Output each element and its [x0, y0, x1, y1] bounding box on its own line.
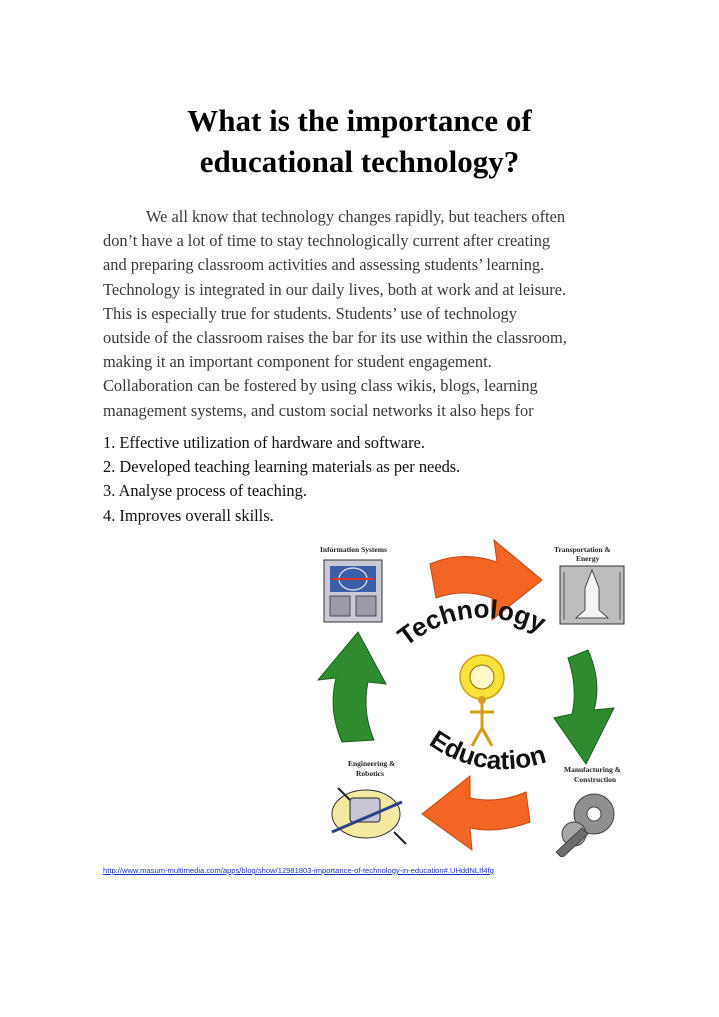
education-word: [425, 724, 549, 775]
title-line-2: educational technology?: [199, 144, 520, 179]
label-engineering-line1: Engineering &: [348, 759, 396, 768]
label-transportation-line2: Energy: [576, 554, 600, 563]
cycle-diagram: [302, 532, 644, 857]
paragraph-line: outside of the classroom raises the bar for its use within the classroom,: [103, 328, 567, 348]
orange-arrow-bottom: [422, 776, 530, 850]
paragraph-line: management systems, and custom social networks it also heps for: [103, 400, 534, 420]
paragraph-line: and preparing classroom activities and assessing students’ learning.: [103, 255, 545, 275]
technology-word-path: Technology: [391, 593, 551, 652]
paragraph-line: This is especially true for students. Students’ use of technology: [103, 303, 517, 323]
technology-word: [392, 594, 551, 652]
label-transportation-line1: Transportation &: [554, 545, 611, 554]
label-engineering-line2: Robotics: [356, 769, 384, 778]
technology-education-cycle-figure: [302, 532, 644, 857]
computers-icon: [324, 560, 382, 622]
label-manufacturing-line2: Construction: [574, 775, 617, 784]
list-item: 3. Analyse process of teaching.: [103, 481, 307, 501]
space-shuttle-icon: [560, 566, 624, 624]
page-title: [100, 100, 619, 182]
paragraph-line: We all know that technology changes rapidly, but teachers often: [146, 207, 566, 226]
paragraph-line: Technology is integrated in our daily lives, both at work and at leisure.: [103, 279, 567, 299]
title-line-1: What is the importance of: [187, 103, 532, 138]
list-item: 1. Effective utilization of hardware and software.: [103, 433, 425, 452]
green-arrow-left: [318, 632, 386, 742]
paragraph-line: don’t have a lot of time to stay technologically current after creating: [103, 231, 551, 251]
paragraph-line: Collaboration can be fostered by using class wikis, blogs, learning: [103, 376, 538, 396]
list-item: 4. Improves overall skills.: [103, 505, 274, 525]
list-item: 2. Developed teaching learning materials as per needs.: [103, 457, 461, 477]
paragraph-line: making it an important component for student engagement.: [103, 352, 492, 372]
gears-wrench-icon: [556, 794, 614, 857]
source-link[interactable]: http://www.masum-multimedia.com/apps/blog/show/12981803-importance-of-technology-in-education#.UHddNLIf4fg: [103, 866, 494, 875]
benefits-list: [103, 431, 623, 528]
label-manufacturing-line1: Manufacturing &: [564, 765, 621, 774]
education-word-path: Education: [424, 724, 550, 776]
sun-figure-icon: [460, 655, 504, 746]
label-information-systems: Information Systems: [320, 545, 387, 554]
body-paragraph: [103, 205, 623, 423]
robot-tools-icon: [332, 788, 406, 844]
green-arrow-right: [554, 650, 614, 764]
